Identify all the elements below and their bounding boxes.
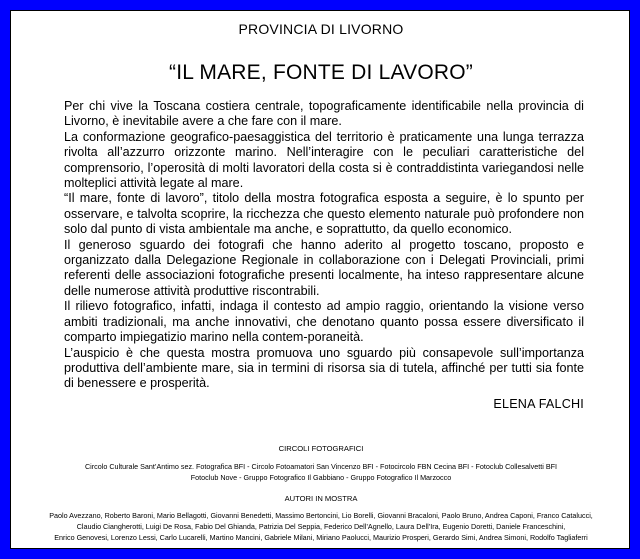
paragraph: Per chi vive la Toscana costiera centrale, topograficamente identificabile nella provincia di Livorno, è inevitabile avere a che fare con il mare. <box>64 99 584 129</box>
autori-heading: AUTORI IN MOSTRA <box>284 494 358 503</box>
autori-line: Enrico Genovesi, Lorenzo Lessi, Carlo Lucarelli, Martino Mancini, Gabriele Milani, Miriano Paolucci, Maurizio Prosperi, Gerardo Simi, Andrea Simoni, Rodolfo Tagliaferri <box>54 533 588 543</box>
document-panel <box>10 10 630 549</box>
province-header: PROVINCIA DI LIVORNO <box>238 21 404 37</box>
circoli-line: Fotoclub Nove - Gruppo Fotografico Il Gabbiano - Gruppo Fotografico Il Marzocco <box>190 473 452 482</box>
circoli-list <box>51 461 591 483</box>
paragraph: Il generoso sguardo dei fotografi che hanno aderito al progetto toscano, proposto e organizzato dalla Delegazione Regionale in collaborazione con i Delegati Provinciali, primi referenti delle associazioni fotografiche presenti localmente, ha inteso rappresentare alcune delle numerose attività produttive riscontrabili. <box>64 237 584 298</box>
autori-line: Paolo Avezzano, Roberto Baroni, Mario Bellagotti, Giovanni Benedetti, Massimo Bertoncini, Lio Borelli, Giovanni Bracaloni, Paolo Bruno, Andrea Caponi, Franco Catalucci, <box>49 511 593 520</box>
paragraph: L’auspicio è che questa mostra promuova uno sguardo più consapevole sull’importanza produttiva dell’ambiente mare, sia in termini di risorsa sia di tutela, affinché per tutti sia fonte di benessere e prosperità. <box>64 345 584 391</box>
intro-text <box>64 99 584 392</box>
autori-list <box>11 510 631 544</box>
autori-line: Claudio Ciangherotti, Luigi De Rosa, Fabio Del Ghianda, Patrizia Del Seppia, Federico Dell’Agnello, Laura Dell’Ira, Eugenio Doretti, Daniele Franceschini, <box>76 522 566 532</box>
circoli-line: Circolo Culturale Sant’Antimo sez. Fotografica BFI - Circolo Fotoamatori San Vincenzo BFI - Fotocircolo FBN Cecina BFI - Fotoclub Collesalvetti BFI <box>84 462 558 471</box>
author-signature: ELENA FALCHI <box>493 397 584 411</box>
paragraph: La conformazione geografico-paesaggistica del territorio è praticamente una lunga terrazza rivolta all’azzurro orizzonte marino. Nell’interagire con le peculiari caratteristiche del comprensorio, l’operosità di molti lavoratori della costa si è contraddistinta variegandosi nelle molteplici attività legate al mare. <box>64 129 584 191</box>
exhibition-title: “IL MARE, FONTE DI LAVORO” <box>169 61 473 84</box>
paragraph: “Il mare, fonte di lavoro”, titolo della mostra fotografica esposta a seguire, è lo spunto per osservare, e talvolta scoprire, la ricchezza che questo elemento naturale può profondere non solo dal punto di vista ambientale ma anche, e soprattutto, da quello economico. <box>64 191 584 237</box>
circoli-heading: CIRCOLI FOTOGRAFICI <box>278 444 364 453</box>
paragraph: Il rilievo fotografico, infatti, indaga il contesto ad ampio raggio, orientando la visione verso ambiti tradizionali, ma anche innovativi, che denotano quanto possa essere diversificato il comparto impiegatizio marino nella contem-poraneità. <box>64 299 584 345</box>
